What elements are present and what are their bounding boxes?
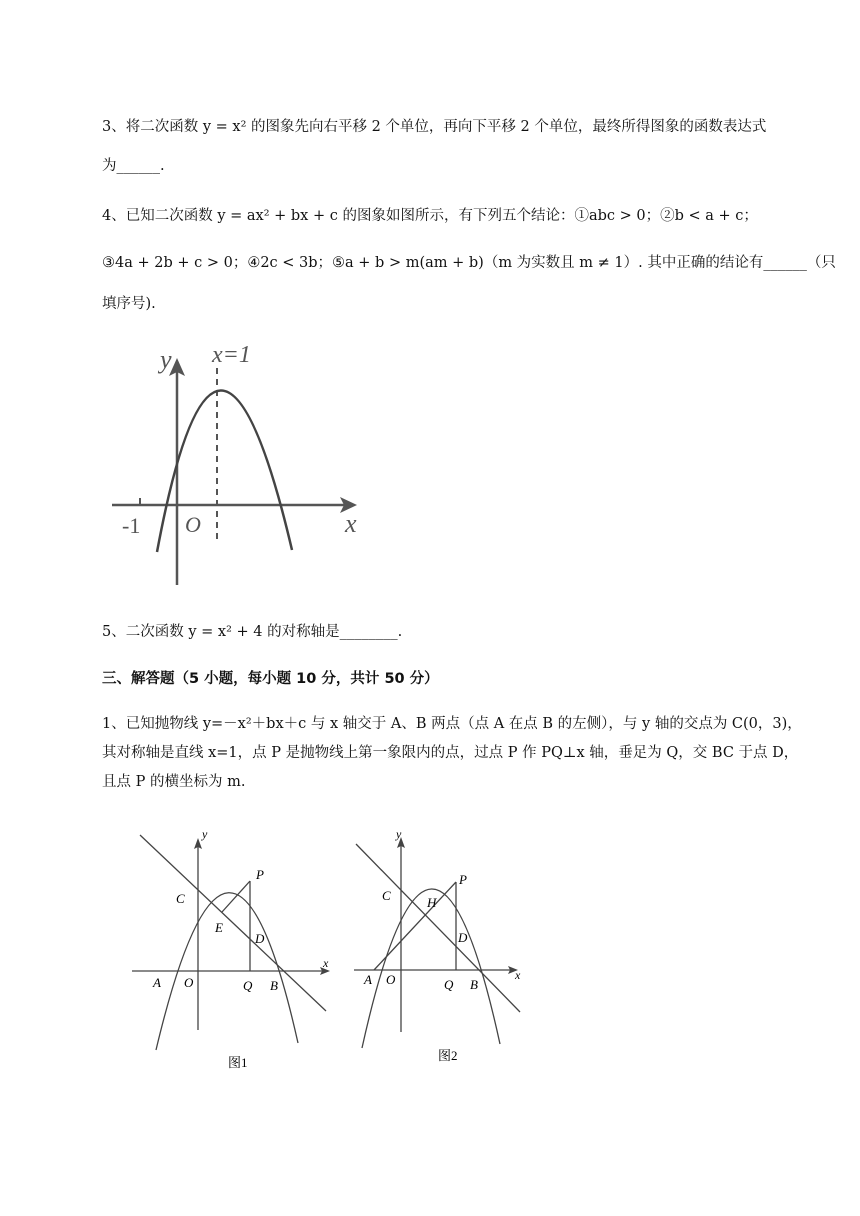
q4-line2: ③4a + 2b + c > 0；④2c < 3b；⑤a + b > m(am + b)（m 为实数且 m ≠ 1）. 其中正确的结论有______（只 [102,255,836,271]
q4-x-label: x [345,509,357,538]
fig2-H: H [427,895,437,910]
fig2-Q: Q [444,977,454,992]
fig1-C: C [176,891,185,906]
p1-line2: 其对称轴是直线 x=1，点 P 是抛物线上第一象限内的点，过点 P 作 PQ⊥x 轴，垂足为 Q，交 BC 于点 D， [102,745,799,761]
q5-line1: 5、二次函数 y = x² + 4 的对称轴是________. [102,624,403,640]
fig1-A: A [153,975,161,990]
q4-parabola-graph [112,340,367,590]
section3-heading: 三、解答题（5 小题，每小题 10 分，共计 50 分） [102,671,439,687]
p1-line1: 1、已知抛物线 y=－x²＋bx＋c 与 x 轴交于 A、B 两点（点 A 在点 B 的左侧），与 y 轴的交点为 C(0，3)， [102,716,802,732]
q4-origin-label: O [185,512,201,537]
fig1-B: B [270,978,278,993]
fig1-E: E [215,920,223,935]
fig1-D: D [255,931,265,946]
fig2-O: O [386,972,396,987]
fig1-caption: 图1 [228,1055,248,1070]
p1-line3: 且点 P 的横坐标为 m. [102,774,246,790]
q4-line1: 4、已知二次函数 y = ax² + bx + c 的图象如图所示，有下列五个结论：①abc > 0；②b < a + c； [102,208,758,224]
fig2-A: A [364,972,372,987]
fig2-B: B [470,977,478,992]
fig1-P: P [256,867,264,882]
q4-axis-line-label: x=1 [212,342,251,368]
fig2-caption: 图2 [438,1048,458,1063]
fig2-y: y [396,827,402,841]
fig1-Q: Q [243,978,253,993]
fig1-y: y [202,827,208,841]
q4-minus-one-label: -1 [122,513,141,538]
fig2-x: x [515,968,521,982]
fig1-x: x [323,956,329,970]
q4-line3: 填序号). [102,296,156,312]
q4-y-label: y [160,345,172,374]
fig1-O: O [184,975,194,990]
fig2-P: P [459,872,467,887]
q3-line2: 为______. [102,158,165,174]
fig2-C: C [382,888,391,903]
fig2-D: D [458,930,468,945]
q3-line1: 3、将二次函数 y = x² 的图象先向右平移 2 个单位，再向下平移 2 个单位，最终所得图象的函数表达式 [102,119,767,135]
figure-2 [352,822,532,1072]
figure-1 [130,825,340,1075]
